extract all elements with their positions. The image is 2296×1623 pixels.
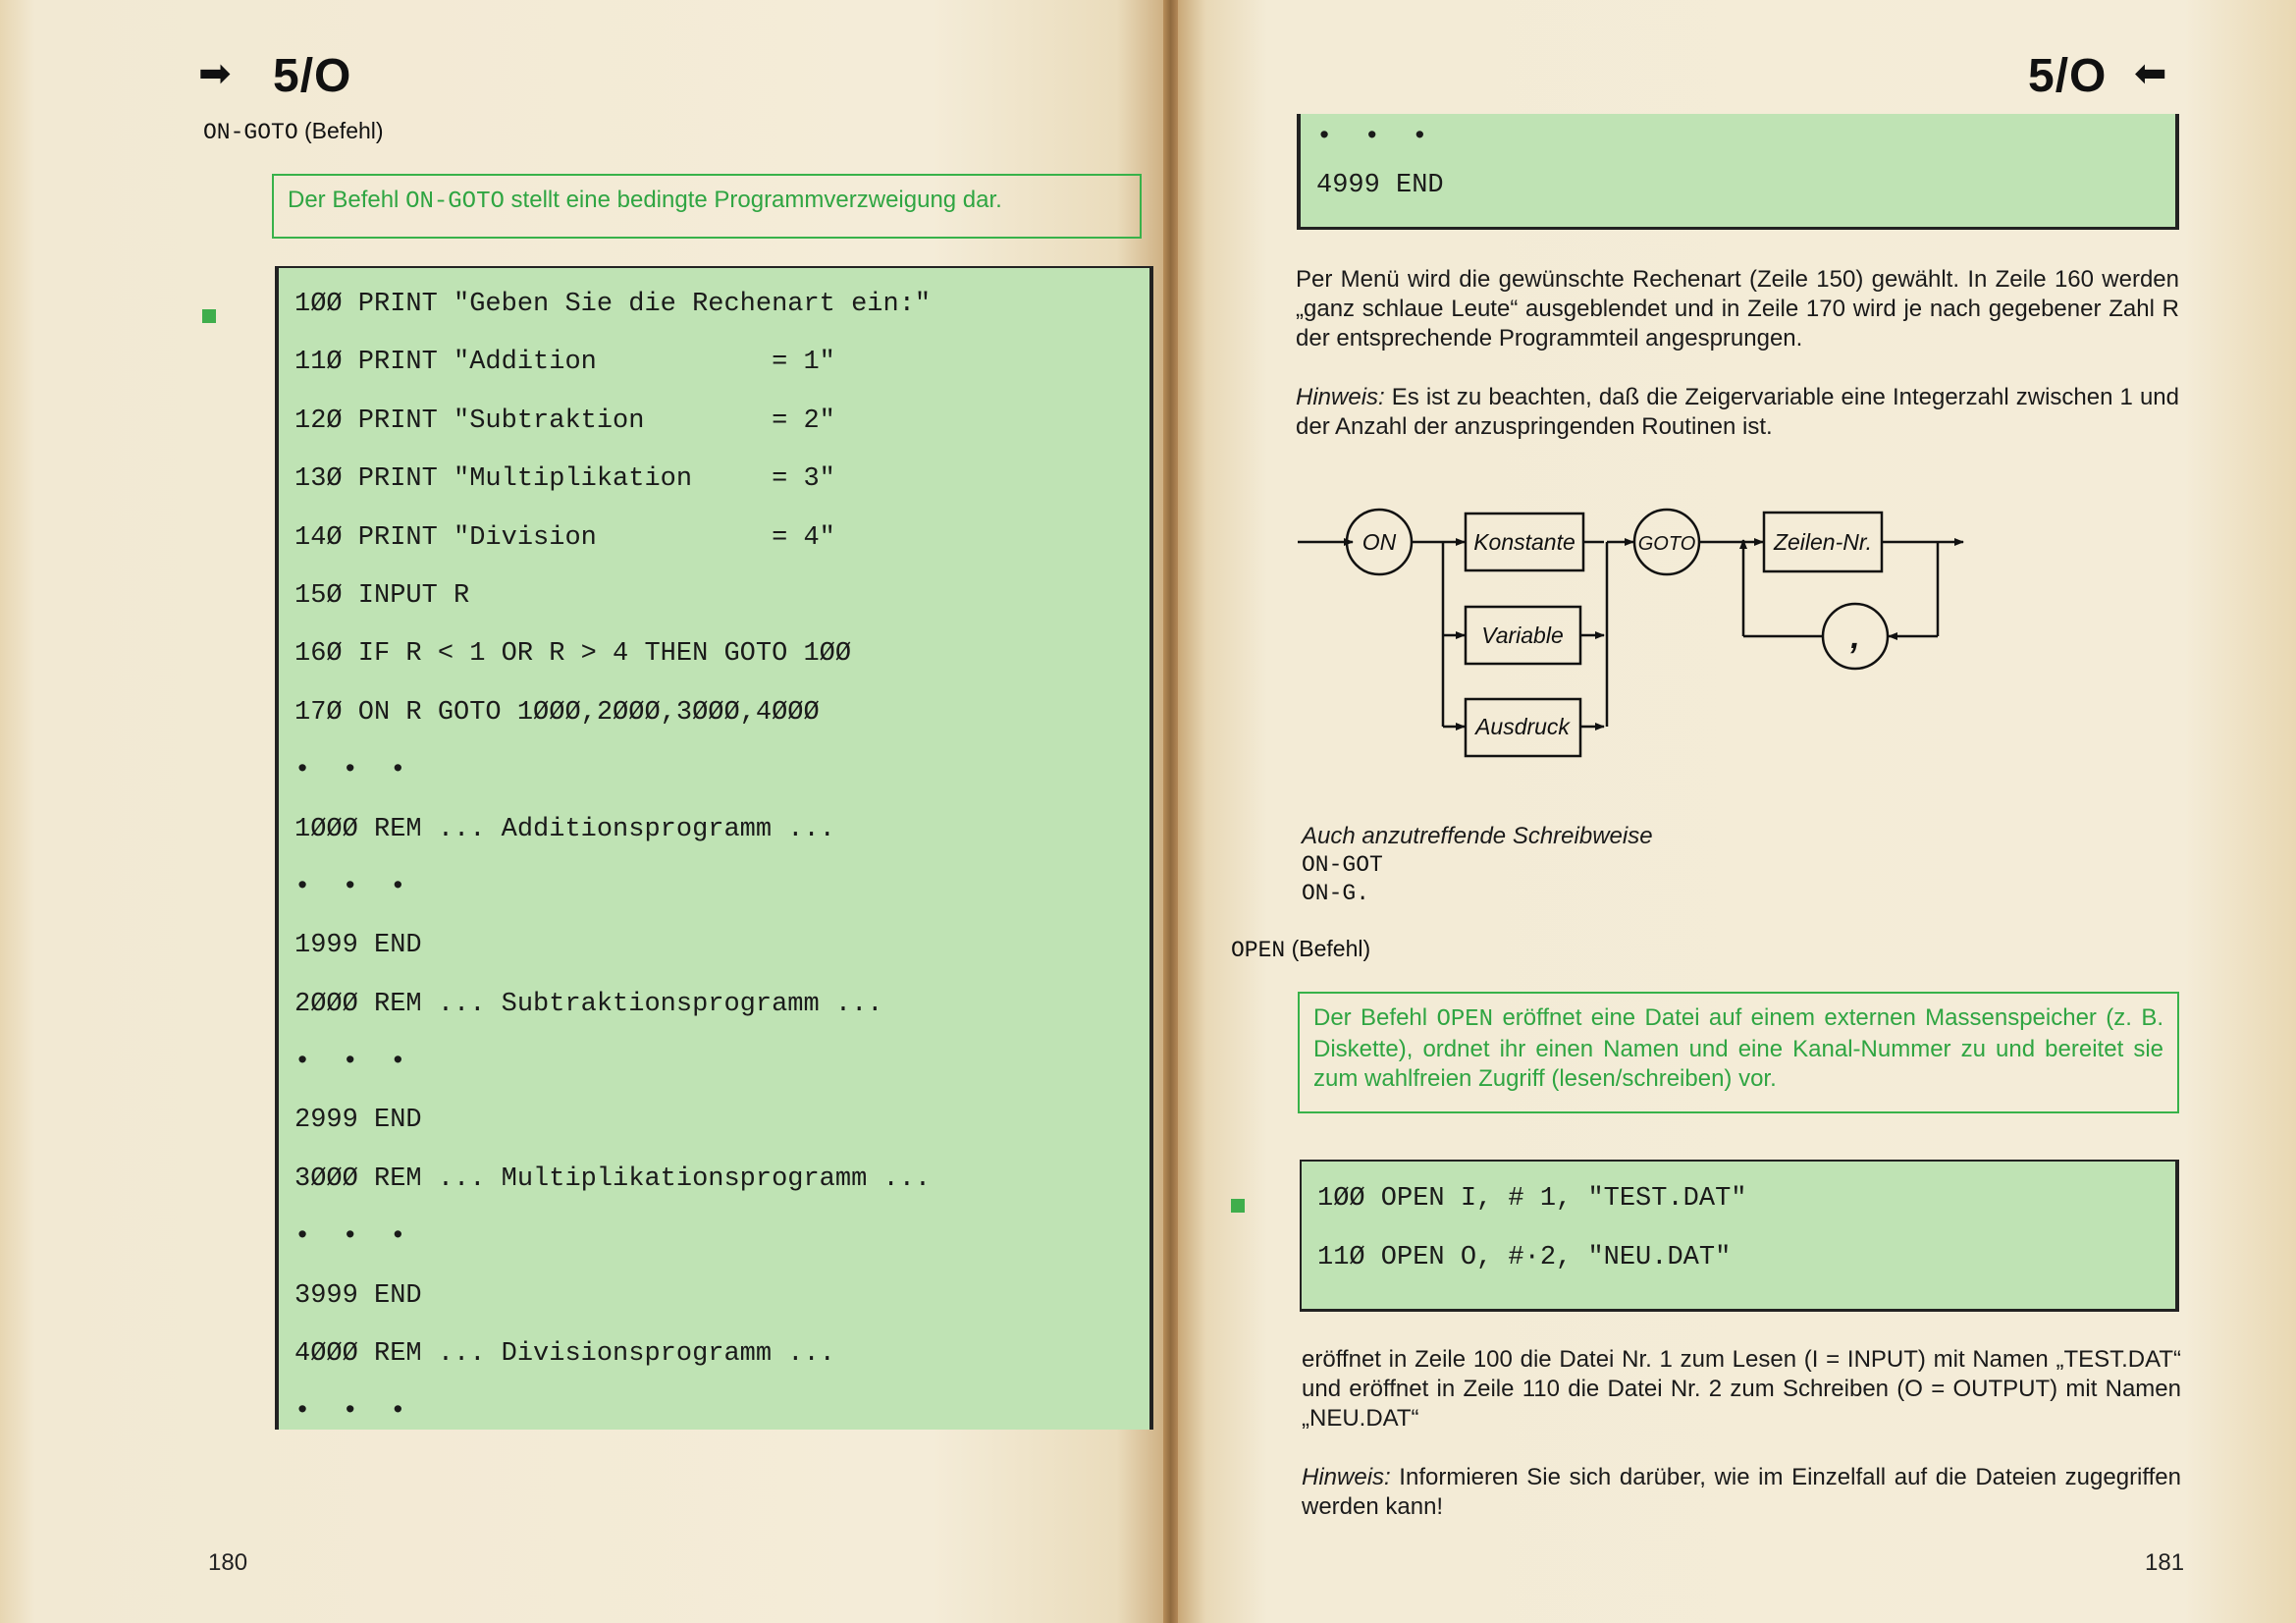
- bullet-marker: [1231, 1199, 1245, 1213]
- code-line: 12Ø PRINT "Subtraktion = 2": [294, 406, 835, 436]
- variable-label: Variable: [1481, 622, 1564, 648]
- on-label: ON: [1362, 529, 1397, 555]
- definition-box: [272, 174, 1142, 239]
- alt-notation-label: Auch anzutreffende Schreibweise: [1302, 823, 1653, 849]
- section-heading: 5/O: [273, 50, 352, 102]
- code-line: 3999 END: [294, 1280, 422, 1311]
- explanation-paragraph: Per Menü wird die gewünschte Rechenart (Zeile 150) gewählt. In Zeile 160 werden „ganz schlaue Leute“ ausgeblendet und in Zeile 170 wird je nach gegebener Zahl R der entsprechende Programmteil angesprungen.: [1296, 266, 2179, 352]
- keyword: ON-GOTO: [203, 120, 298, 145]
- hint-label: Hinweis:: [1296, 384, 1385, 410]
- code-line: • • •: [294, 1397, 406, 1428]
- definition-keyword: OPEN: [1436, 1006, 1494, 1033]
- bullet-marker: [202, 309, 216, 323]
- keyword-title: [203, 118, 384, 145]
- definition-box-open: [1298, 992, 2179, 1113]
- section-heading: 5/O: [2028, 50, 2108, 102]
- code-line: 16Ø IF R < 1 OR R > 4 THEN GOTO 1ØØ: [294, 639, 852, 670]
- code-line: 13Ø PRINT "Multiplikation = 3": [294, 464, 835, 495]
- code-line: 3ØØØ REM ... Multiplikationsprogramm ...: [294, 1163, 932, 1194]
- code-line: 1999 END: [294, 931, 422, 961]
- zeilen-nr-label: Zeilen-Nr.: [1773, 529, 1873, 555]
- definition-keyword: ON-GOTO: [405, 189, 505, 215]
- page-number: 180: [208, 1549, 248, 1576]
- keyword-title-open: [1231, 936, 1370, 963]
- book-spine: [1163, 0, 1178, 1623]
- definition-text: Der Befehl: [288, 187, 406, 213]
- left-arrow-icon: ➡: [2134, 52, 2167, 95]
- hint-text: Informieren Sie sich darüber, wie im Einzelfall auf die Dateien zugegriffen werden kann!: [1302, 1464, 2181, 1520]
- comma-label: ,: [1850, 619, 1860, 656]
- code-line: • • •: [294, 872, 406, 902]
- code-listing: [275, 266, 1153, 1430]
- code-line: • • •: [294, 1048, 406, 1078]
- page-number: 181: [2145, 1549, 2185, 1576]
- hint-label: Hinweis:: [1302, 1464, 1391, 1490]
- code-line: 2ØØØ REM ... Subtraktionsprogramm ...: [294, 989, 883, 1019]
- ausdruck-label: Ausdruck: [1475, 714, 1570, 739]
- goto-label: GOTO: [1637, 533, 1696, 555]
- code-line: • • •: [294, 756, 406, 786]
- code-line: 11Ø OPEN O, #·2, "NEU.DAT": [1317, 1243, 1732, 1272]
- syntax-diagram: [1286, 491, 2169, 785]
- code-line: 15Ø INPUT R: [294, 580, 470, 611]
- hint-paragraph: [1296, 383, 2179, 442]
- code-line: 11Ø PRINT "Addition = 1": [294, 348, 835, 378]
- definition-text-end: eröffnet eine Datei auf einem externen Massenspeicher (z. B. Diskette), ordnet ihr einen Namen und eine Kanal-Nummer zu und bereitet sie zum wahlfreien Zugriff (lesen/schreiben) vor.: [1313, 1004, 2163, 1092]
- code-line: 4ØØØ REM ... Divisionsprogramm ...: [294, 1339, 835, 1370]
- code-line: • • •: [1316, 123, 1428, 152]
- definition-text-end: stellt eine bedingte Programmverzweigung dar.: [504, 187, 1002, 213]
- code-line: 2999 END: [294, 1106, 422, 1136]
- keyword-kind: (Befehl): [1291, 936, 1371, 961]
- definition-text: Der Befehl: [1313, 1004, 1437, 1031]
- open-explanation-paragraph: eröffnet in Zeile 100 die Datei Nr. 1 zum Lesen (I = INPUT) mit Namen „TEST.DAT“ und eröffnet in Zeile 110 die Datei Nr. 2 zum Schreiben (O = OUTPUT) mit Namen „NEU.DAT“: [1302, 1346, 2181, 1432]
- code-listing-continued: [1297, 114, 2179, 230]
- code-line: 1ØØØ REM ... Additionsprogramm ...: [294, 814, 835, 844]
- alt-form-1: ON-GOT: [1302, 852, 1383, 878]
- alt-form-2: ON-G.: [1302, 881, 1370, 906]
- right-page: [1178, 0, 2296, 1623]
- code-line: 1ØØ PRINT "Geben Sie die Rechenart ein:": [294, 290, 932, 319]
- hint-paragraph-2: [1302, 1463, 2181, 1522]
- code-listing-open: [1300, 1160, 2179, 1312]
- right-arrow-icon: ➡: [198, 52, 232, 95]
- code-line: • • •: [294, 1222, 406, 1253]
- hint-text: Es ist zu beachten, daß die Zeigervariable eine Integerzahl zwischen 1 und der Anzahl der anzuspringenden Routinen ist.: [1296, 384, 2179, 440]
- code-line: 17Ø ON R GOTO 1ØØØ,2ØØØ,3ØØØ,4ØØØ: [294, 697, 820, 728]
- code-line: 4999 END: [1316, 171, 1444, 200]
- keyword-kind: (Befehl): [304, 118, 384, 143]
- code-line: 1ØØ OPEN I, # 1, "TEST.DAT": [1317, 1184, 1747, 1214]
- keyword: OPEN: [1231, 938, 1286, 963]
- code-line: 14Ø PRINT "Division = 4": [294, 522, 835, 553]
- konstante-label: Konstante: [1473, 529, 1575, 555]
